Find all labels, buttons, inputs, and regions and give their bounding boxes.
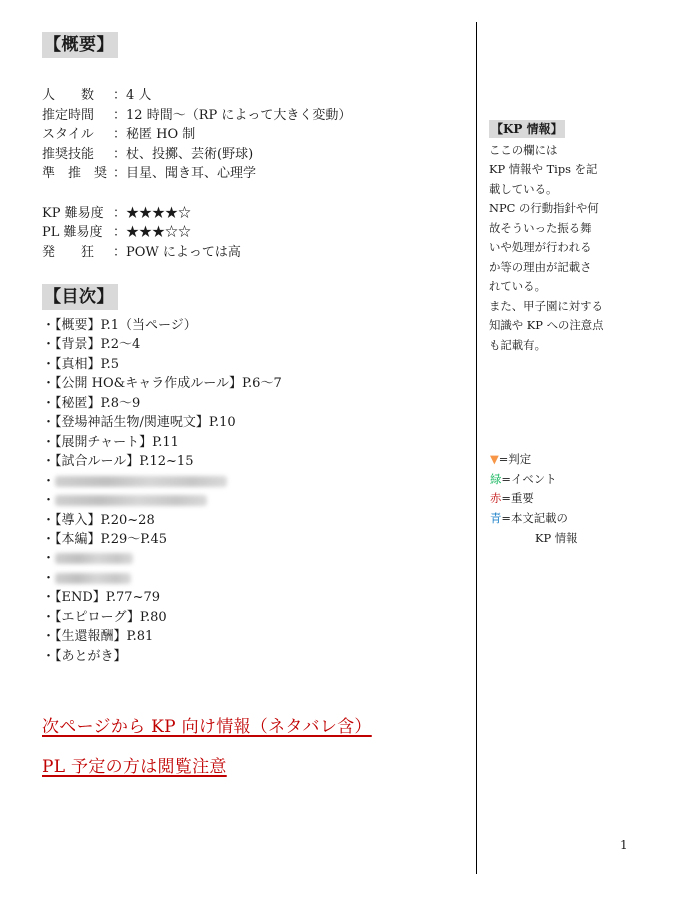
- info-label: 準 推 奨: [42, 166, 108, 182]
- toc-list: [42, 316, 442, 666]
- info-row-kp-difficulty: [42, 204, 462, 224]
- legend-item-event: [490, 470, 578, 490]
- info-value: ★★★☆☆: [126, 225, 192, 241]
- toc-item-redacted: [42, 569, 442, 588]
- info-label: 人 数: [42, 88, 95, 103]
- toc-item: ・【登場神話生物/関連呪文】P.10: [42, 415, 236, 431]
- info-separator: ：: [113, 225, 127, 241]
- toc-heading: 【目次】: [42, 284, 118, 310]
- info-row-players: [42, 86, 462, 106]
- info-row-pl-difficulty: [42, 223, 462, 243]
- kp-info-line: れている。: [489, 279, 546, 293]
- legend-continuation: KP 情報: [535, 530, 578, 545]
- info-label: PL 難易度: [42, 225, 103, 241]
- toc-item: ・【試合ルール】P.12~15: [42, 454, 194, 470]
- kp-info-line: も記載有。: [489, 337, 546, 352]
- info-value: ★★★★☆: [126, 205, 192, 221]
- toc-item: ・【導入】P.20~28: [42, 512, 155, 528]
- legend-text: =イベント: [501, 471, 557, 486]
- toc-item: ・【END】P.77~79: [42, 590, 161, 606]
- toc-item: ・【背景】P.2～4: [42, 337, 141, 353]
- toc-item: ・【概要】P.1（当ページ）: [42, 318, 197, 333]
- toc-bullet: ・: [42, 473, 56, 489]
- toc-item: ・【本編】P.29～P.45: [42, 531, 168, 547]
- page-number: 1: [620, 838, 628, 852]
- legend-text: =本文記載の: [501, 511, 568, 526]
- info-row-time: [42, 106, 462, 126]
- toc-item-redacted: [42, 472, 442, 491]
- color-legend: [490, 450, 578, 549]
- spoiler-warning-line-2: PL 予定の方は閲覧注意: [42, 757, 227, 777]
- info-value: 目星、聞き耳、心理学: [126, 166, 257, 182]
- toc-item: ・【秘匿】P.8～9: [42, 395, 141, 411]
- legend-marker-blue: 青: [490, 511, 502, 526]
- info-label: スタイル: [42, 127, 94, 143]
- info-value: 秘匿 HO 制: [126, 127, 196, 143]
- overview-info: [42, 86, 462, 262]
- info-separator: ：: [113, 146, 127, 162]
- toc-section: [42, 284, 442, 679]
- kp-info-line: か等の理由が記載さ: [489, 259, 592, 274]
- kp-info-line: 知識や KP への注意点: [489, 318, 604, 332]
- info-value: 杖、投擲、芸術(野球): [126, 146, 254, 162]
- legend-text: =判定: [498, 452, 532, 466]
- kp-info-line: KP 情報や Tips を記: [489, 162, 598, 176]
- info-row-recommended-skills: [42, 145, 462, 165]
- toc-item: ・【展開チャート】P.11: [42, 434, 179, 450]
- kp-info-body: [489, 141, 619, 356]
- info-separator: ：: [113, 244, 127, 260]
- toc-item: ・【公開 HO&キャラ作成ルール】P.6～7: [42, 376, 282, 392]
- info-label: 発 狂: [42, 244, 95, 260]
- legend-text: =重要: [501, 491, 534, 506]
- toc-bullet: ・: [42, 493, 56, 509]
- info-row-semi-recommended: [42, 164, 462, 184]
- toc-bullet: ・: [42, 570, 56, 586]
- kp-info-line: ここの欄には: [489, 142, 558, 157]
- overview-section: [42, 32, 462, 262]
- toc-item: ・【あとがき】: [42, 648, 127, 664]
- legend-item-kp-info: [490, 509, 578, 529]
- toc-item: ・【真相】P.5: [42, 356, 120, 372]
- info-label: 推定時間: [42, 107, 95, 123]
- info-row-madness: [42, 243, 462, 263]
- info-value: 12 時間～（RP によって大きく変動）: [126, 107, 352, 123]
- legend-item-judgement: [490, 450, 578, 470]
- legend-marker-green: 緑: [490, 471, 502, 486]
- kp-info-sidebar: [489, 120, 619, 355]
- redacted-text-blur: [55, 476, 227, 487]
- kp-info-heading: 【KP 情報】: [491, 122, 563, 136]
- toc-item-redacted: [42, 491, 442, 510]
- kp-info-line: 載している。: [489, 181, 558, 196]
- info-separator: ：: [113, 88, 127, 103]
- kp-info-line: NPC の行動指針や何: [489, 201, 599, 215]
- info-separator: ：: [113, 166, 127, 182]
- redacted-text-blur: [55, 495, 207, 506]
- toc-item: ・【生還報酬】P.81: [42, 629, 154, 645]
- toc-item: ・【エピローグ】P.80: [42, 609, 167, 625]
- info-separator: ：: [113, 205, 127, 221]
- info-label: 推奨技能: [42, 146, 95, 162]
- spacer: [42, 184, 462, 204]
- redacted-text-blur: [55, 553, 133, 564]
- toc-item-redacted: [42, 549, 442, 568]
- kp-info-line: いや処理が行われる: [489, 240, 592, 254]
- triangle-down-icon: ▼: [490, 452, 499, 466]
- column-divider: [476, 22, 477, 874]
- info-value: POW によっては高: [126, 244, 241, 260]
- spoiler-warning-line-1: 次ページから KP 向け情報（ネタバレ含）: [42, 717, 372, 737]
- info-row-style: [42, 125, 462, 145]
- kp-info-line: 故そういった振る舞: [489, 220, 592, 235]
- redacted-text-blur: [55, 573, 131, 584]
- info-value: 4 人: [126, 88, 152, 103]
- kp-info-line: また、甲子園に対する: [489, 298, 603, 313]
- legend-marker-red: 赤: [490, 491, 502, 506]
- overview-heading: 【概要】: [42, 32, 118, 58]
- info-label: KP 難易度: [42, 205, 104, 221]
- info-separator: ：: [113, 127, 127, 143]
- info-separator: ：: [113, 107, 127, 123]
- toc-bullet: ・: [42, 551, 56, 567]
- legend-item-important: [490, 489, 578, 509]
